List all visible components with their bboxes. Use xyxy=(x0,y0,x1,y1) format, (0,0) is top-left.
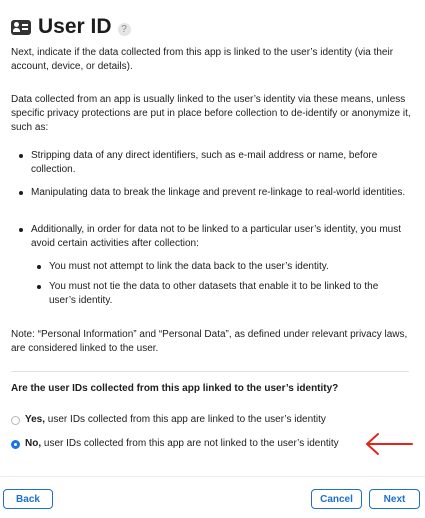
option-yes-bold: Yes, xyxy=(25,414,46,425)
id-card-icon xyxy=(11,20,31,35)
sub-bullet-item: You must not attempt to link the data back to the user’s identity. xyxy=(49,260,404,274)
page-title: User ID xyxy=(38,15,112,38)
radio-yes[interactable] xyxy=(11,416,20,425)
intro-text: Next, indicate if the data collected from this app is linked to the user’s identity (via their account, device, or details). xyxy=(11,47,394,72)
divider xyxy=(11,371,409,372)
option-no[interactable] xyxy=(11,437,339,451)
back-button[interactable]: Back xyxy=(3,489,53,509)
bullet-item: Stripping data of any direct identifiers, such as e-mail address or name, before collection. xyxy=(31,149,406,177)
option-no-text: user IDs collected from this app are not linked to the user’s identity xyxy=(41,438,339,449)
note-text: Note: “Personal Information” and “Personal Data”, as defined under relevant privacy laws, are considered linked to the user. xyxy=(11,329,408,354)
bullet-item: Additionally, in order for data not to be linked to a particular user’s identity, you must avoid certain activities after collection: xyxy=(31,223,406,251)
question-label: Are the user IDs collected from this app linked to the user’s identity? xyxy=(11,383,339,394)
footer-divider xyxy=(0,476,425,477)
page-header xyxy=(11,14,131,40)
next-button[interactable]: Next xyxy=(369,489,420,509)
option-yes[interactable] xyxy=(11,413,326,427)
sub-bullet-item: You must not tie the data to other datasets that enable it to be linked to the user’s identity. xyxy=(49,280,404,308)
radio-no[interactable] xyxy=(11,440,20,449)
bullet-item: Manipulating data to break the linkage and prevent re-linkage to real-world identities. xyxy=(31,187,406,198)
help-icon[interactable]: ? xyxy=(118,23,131,36)
explanation-text: Data collected from an app is usually linked to the user’s identity via these means, unless specific privacy protections are put in place before collection to de-identify or anonymize it, such as: xyxy=(11,94,411,133)
option-no-bold: No, xyxy=(25,438,42,449)
cancel-button[interactable]: Cancel xyxy=(311,489,362,509)
option-yes-text: user IDs collected from this app are linked to the user’s identity xyxy=(45,414,326,425)
red-arrow-icon xyxy=(364,429,414,459)
